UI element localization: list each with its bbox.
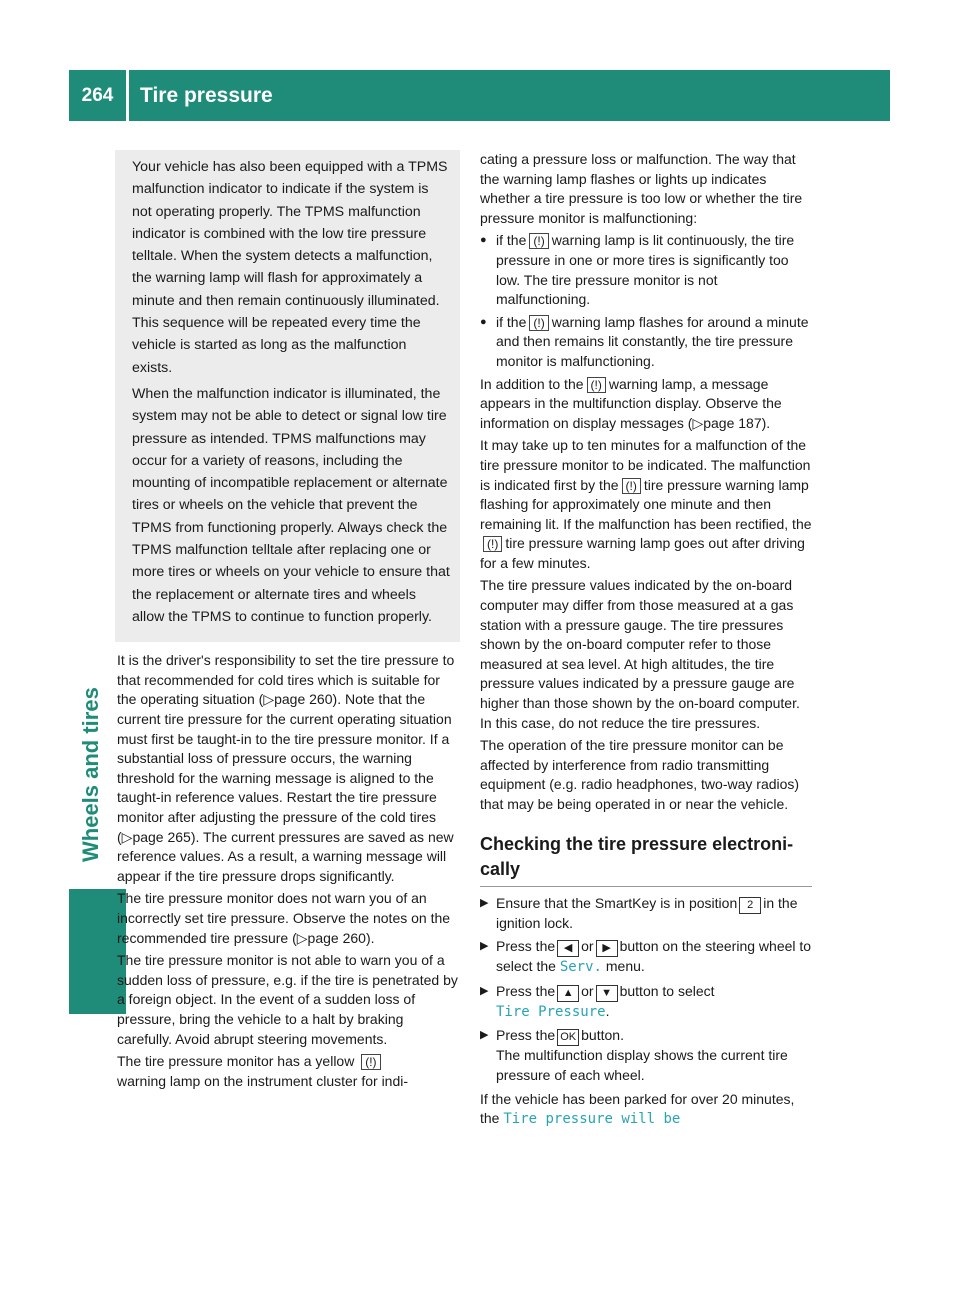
header-divider [126,70,129,121]
display-menu-text: Serv. [559,959,602,976]
paragraph: It is the driver's responsibility to set the tire pressure to that recommended for cold tires which is suitable for the operating situation (▷page 260). Note that the current tire pressure for the current operating situation must first be taught-in to the tire pressure monitor. If a substantial loss of pressure occurs, the warning threshold for the warning message is aligned to the taught-in reference values. Restart the tire pressure monitor after adjusting the pressure of the cold tires (▷page 265). The current pressures are saved as new reference values. As a result, a warning message will appear if the tire pressure drops significantly. [117,652,455,884]
action-arrow-icon: ▶ [480,896,489,909]
paragraph: The tire pressure values indicated by the on-board computer may differ from those measured at a gas station with a pressure gauge. The tire pressures shown by the on-board computer refer to those measured at sea level. At high altitudes, the tire pressure values indicated by a pressure gauge are higher than those shown by the on-board computer. In this case, do not reduce the tire pressures. [480,577,800,731]
section-side-label: Wheels and tires [78,687,103,862]
page-ref-link[interactable]: page 187 [703,414,762,431]
ok-button-icon: OK [557,1029,579,1046]
paragraph: If the vehicle has been parked for over 20 minutes, the Tire pressure will be [480,1090,795,1128]
display-message-text: Tire pressure will be [503,1111,681,1128]
tpms-note-box [115,150,460,642]
bullet-icon: ● [480,234,487,247]
action-arrow-icon: ▶ [480,940,489,953]
left-column [117,150,460,1094]
page-reference-arrow-icon: ▷ [692,414,704,431]
up-button-icon: ▲ [557,985,579,1002]
instruction-step: ▶ Ensure that the SmartKey is in position 2 in the ignition lock. [480,894,812,934]
paragraph: cating a pressure loss or malfunction. The way that the warning lamp flashes or lights up indicates whether a tire pressure is too low or whether the tire pressure monitor is malfunctioning: [480,151,803,226]
paragraph: The tire pressure monitor does not warn you of an incorrectly set tire pressure. Observe the notes on the recommended tire pressure (▷page 260). [117,890,451,946]
action-arrow-icon: ▶ [480,984,489,997]
tire-pressure-warning-icon: (!) [361,1054,380,1070]
instruction-step: ▶ Press the ▲ or ▼ button to select Tire Pressure. [480,982,812,1023]
paragraph: The tire pressure monitor has a yellow (!) warning lamp on the instrument cluster for indi- [117,1053,409,1089]
paragraph: In addition to the (!) warning lamp, a message appears in the multifunction display. Observe the information on display messages (▷page 187). [480,375,782,431]
note-paragraph: When the malfunction indicator is illuminated, the system may not be able to detect or signal low tire pressure as intended. TPMS malfunctions may occur for a variety of reasons, including the mounting of incompatible replacement or alternate tires or wheels on the vehicle that prevent the TPMS from functioning properly. Always check the TPMS malfunction telltale after replacing one or more tires or wheels on your vehicle to ensure that the replacement or alternate tires and wheels allow the TPMS to continue to function properly. [132,385,450,625]
instruction-step: ▶ Press the ◀ or ▶ button on the steering wheel to select the Serv. menu. [480,937,812,978]
left-button-icon: ◀ [557,940,579,957]
down-button-icon: ▼ [596,985,618,1002]
page-title: Tire pressure [140,83,273,107]
list-item: ● if the (!) warning lamp is lit continuously, the tire pressure in one or more tires is significantly too low. The tire pressure monitor is not malfunctioning. [480,231,812,309]
tire-pressure-warning-icon: (!) [529,315,548,331]
page-ref-link[interactable]: page 265 [132,828,191,845]
page-ref-link[interactable]: page 260 [274,691,333,708]
action-arrow-icon: ▶ [480,1029,489,1042]
tire-pressure-warning-icon: (!) [529,233,548,249]
page-number: 264 [81,84,114,106]
right-button-icon: ▶ [596,940,618,957]
bullet-icon: ● [480,315,487,328]
key-position-2: 2 [739,897,761,914]
paragraph: The operation of the tire pressure monitor can be affected by interference from radio transmitting equipment (e.g. radio headphones, two-way radios) that may be being operated in or near the vehicle. [480,737,800,812]
paragraph: The tire pressure monitor is not able to warn you of a sudden loss of pressure, e.g. if the tire is penetrated by a foreign object. In the event of a sudden loss of pressure, bring the vehicle to a halt by braking carefully. Avoid abrupt steering movements. [117,952,458,1047]
page-reference-arrow-icon: ▷ [263,691,275,708]
paragraph: It may take up to ten minutes for a malfunction of the tire pressure monitor to be indicated. The malfunction is indicated first by the (!) tire pressure warning lamp flashing for approximately one minute and then remaining lit. If the malfunction has been rectified, the(!) tire pressure warning lamp goes out after driving for a few minutes. [480,437,812,571]
tire-pressure-warning-icon: (!) [587,377,606,393]
display-menu-text: Tire Pressure [496,1003,606,1020]
right-column [480,150,812,1133]
list-item: ● if the (!) warning lamp flashes for around a minute and then remains lit constantly, the tire pressure monitor is malfunctioning. [480,313,812,372]
tire-pressure-warning-icon: (!) [622,478,641,494]
instruction-step: ▶ Press the OK button. The multifunction display shows the current tire pressure of each wheel. [480,1026,812,1085]
page-ref-link[interactable]: page 260 [307,929,366,946]
section-heading: Checking the tire pressure electronically [480,832,812,887]
tire-pressure-warning-icon: (!) [483,536,502,552]
page-reference-arrow-icon: ▷ [121,828,133,845]
page-reference-arrow-icon: ▷ [296,929,308,946]
note-paragraph: Your vehicle has also been equipped with a TPMS malfunction indicator to indicate if the system is not operating properly. The TPMS malfunction indicator is combined with the low tire pressure telltale. When the system detects a malfunction, the warning lamp will flash for approximately a minute and then remain continuously illuminated. This sequence will be repeated every time the vehicle is started as long as the malfunction exists. [132,159,448,376]
